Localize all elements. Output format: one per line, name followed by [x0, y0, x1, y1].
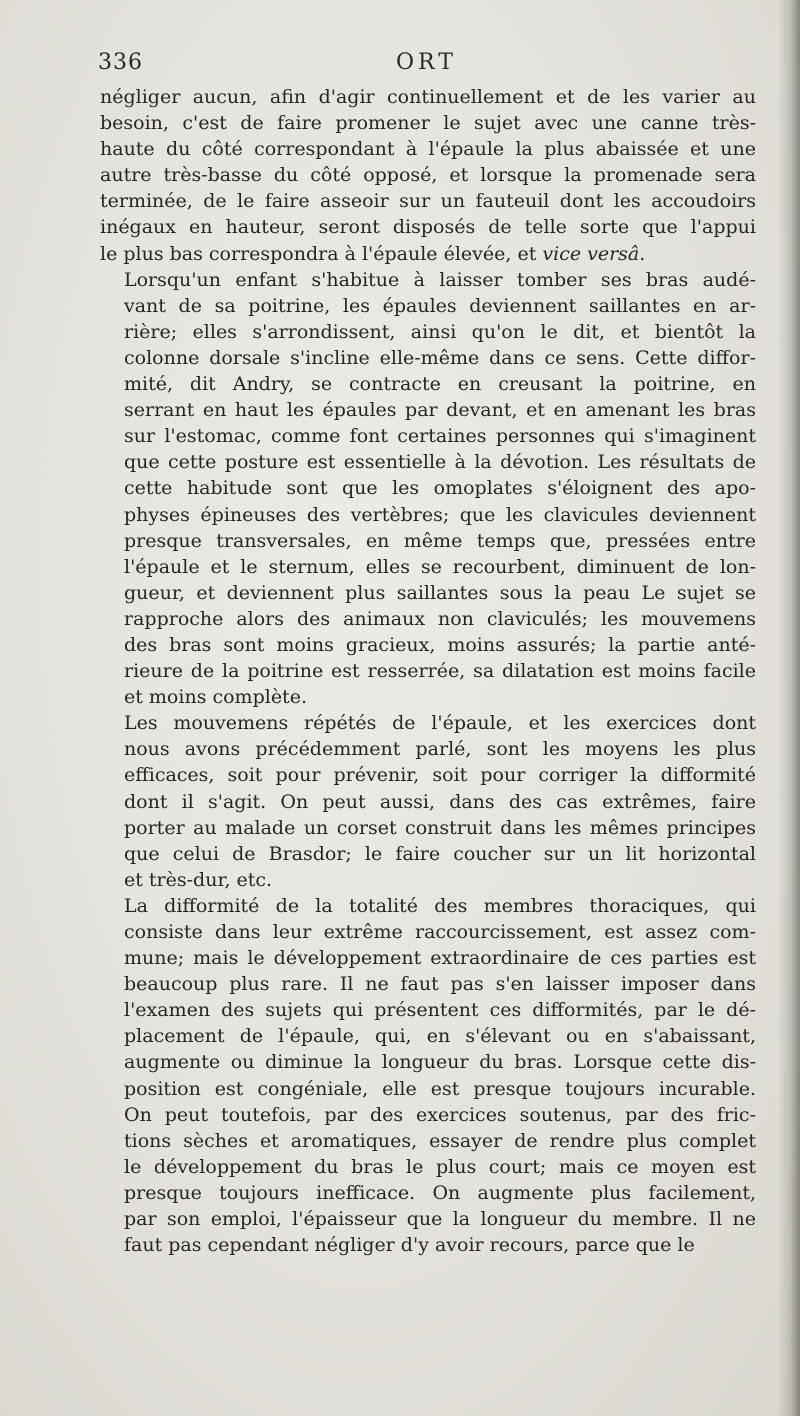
text-line: La difformité de la totalité des membres thoraciques, qui	[124, 894, 756, 917]
text-line: cette habitude sont que les omoplates s'éloignent des apo-	[124, 477, 756, 500]
text-line: rapproche alors des animaux non claviculés; les mouvemens	[124, 607, 756, 630]
text-line: tions sèches et aromatiques, essayer de rendre plus complet	[124, 1129, 756, 1152]
text-line: le plus bas correspondra à l'épaule élevée, et vice versâ.	[100, 242, 646, 265]
running-head	[98, 50, 756, 84]
text-line: et moins complète.	[124, 686, 307, 709]
text-line: rière; elles s'arrondissent, ainsi qu'on le dit, et bientôt la	[124, 320, 756, 343]
text-line: serrant en haut les épaules par devant, et en amenant les bras	[124, 399, 756, 422]
text-line: consiste dans leur extrême raccourcissement, est assez com-	[124, 921, 756, 943]
text-line: négliger aucun, afin d'agir continuellement et de les varier au	[100, 86, 756, 108]
paragraph	[100, 710, 756, 893]
text-line: le développement du bras le plus court; mais ce moyen est	[124, 1155, 756, 1178]
text-line: dont il s'agit. On peut aussi, dans des cas extrêmes, faire	[124, 790, 756, 813]
text-line: colonne dorsale s'incline elle-même dans ce sens. Cette diffor-	[124, 346, 756, 369]
text-line: placement de l'épaule, qui, en s'élevant ou en s'abaissant,	[124, 1025, 756, 1048]
text-line: l'examen des sujets qui présentent ces difformités, par le dé-	[124, 999, 756, 1022]
text-line: Lorsqu'un enfant s'habitue à laisser tomber ses bras audé-	[124, 268, 756, 291]
text-line: besoin, c'est de faire promener le sujet avec une canne très-	[100, 112, 756, 135]
paragraph	[100, 267, 756, 711]
text-line: terminée, de le faire asseoir sur un fauteuil dont les accoudoirs	[100, 190, 756, 213]
text-line: physes épineuses des vertèbres; que les clavicules deviennent	[124, 503, 756, 526]
paragraph	[100, 893, 756, 1258]
text-line: augmente ou diminue la longueur du bras. Lorsque cette dis-	[124, 1051, 756, 1074]
text-line: faut pas cependant négliger d'y avoir recours, parce que le	[124, 1234, 695, 1257]
text-line: que cette posture est essentielle à la dévotion. Les résultats de	[124, 451, 756, 474]
text-line: mité, dit Andry, se contracte en creusant la poitrine, en	[124, 373, 756, 396]
paragraph	[100, 84, 756, 267]
text-line: Les mouvemens répétés de l'épaule, et les exercices dont	[124, 712, 756, 735]
italic-phrase: vice versâ	[542, 242, 640, 265]
text-line: et très-dur, etc.	[124, 868, 273, 891]
text-line: efficaces, soit pour prévenir, soit pour corriger la difformité	[124, 764, 756, 787]
text-line: rieure de la poitrine est resserrée, sa dilatation est moins facile	[124, 660, 756, 683]
text-line: haute du côté correspondant à l'épaule la plus abaissée et une	[100, 138, 756, 161]
page-number: 336	[98, 50, 143, 75]
text-line: On peut toutefois, par des exercices soutenus, par des fric-	[124, 1103, 756, 1126]
text-line: que celui de Brasdor; le faire coucher sur un lit horizontal	[124, 842, 756, 865]
text-line: position est congéniale, elle est presque toujours incurable.	[124, 1077, 756, 1100]
text-line: autre très-basse du côté opposé, et lorsque la promenade sera	[100, 164, 756, 187]
text-line: porter au malade un corset construit dans les mêmes principes	[124, 816, 756, 839]
text-line: beaucoup plus rare. Il ne faut pas s'en laisser imposer dans	[124, 973, 756, 996]
text-line: mune; mais le développement extraordinaire de ces parties est	[124, 947, 756, 970]
text-line: nous avons précédemment parlé, sont les moyens les plus	[124, 738, 756, 761]
text-line: des bras sont moins gracieux, moins assurés; la partie anté-	[124, 633, 756, 656]
text-line: presque transversales, en même temps que, pressées entre	[124, 529, 756, 552]
text-line: sur l'estomac, comme font certaines personnes qui s'imaginent	[124, 425, 756, 448]
running-head-title: ORT	[396, 50, 457, 75]
text-line: vant de sa poitrine, les épaules deviennent saillantes en ar-	[124, 294, 756, 317]
text-line: l'épaule et le sternum, elles se recourbent, diminuent de lon-	[124, 555, 756, 578]
body-text	[100, 84, 756, 1258]
page-gutter-shadow	[778, 0, 800, 1416]
text-line: presque toujours inefficace. On augmente plus facilement,	[124, 1181, 756, 1204]
text-line: inégaux en hauteur, seront disposés de telle sorte que l'appui	[100, 216, 756, 239]
text-line: gueur, et deviennent plus saillantes sous la peau Le sujet se	[124, 581, 756, 604]
text-line: par son emploi, l'épaisseur que la longueur du membre. Il ne	[124, 1208, 756, 1231]
